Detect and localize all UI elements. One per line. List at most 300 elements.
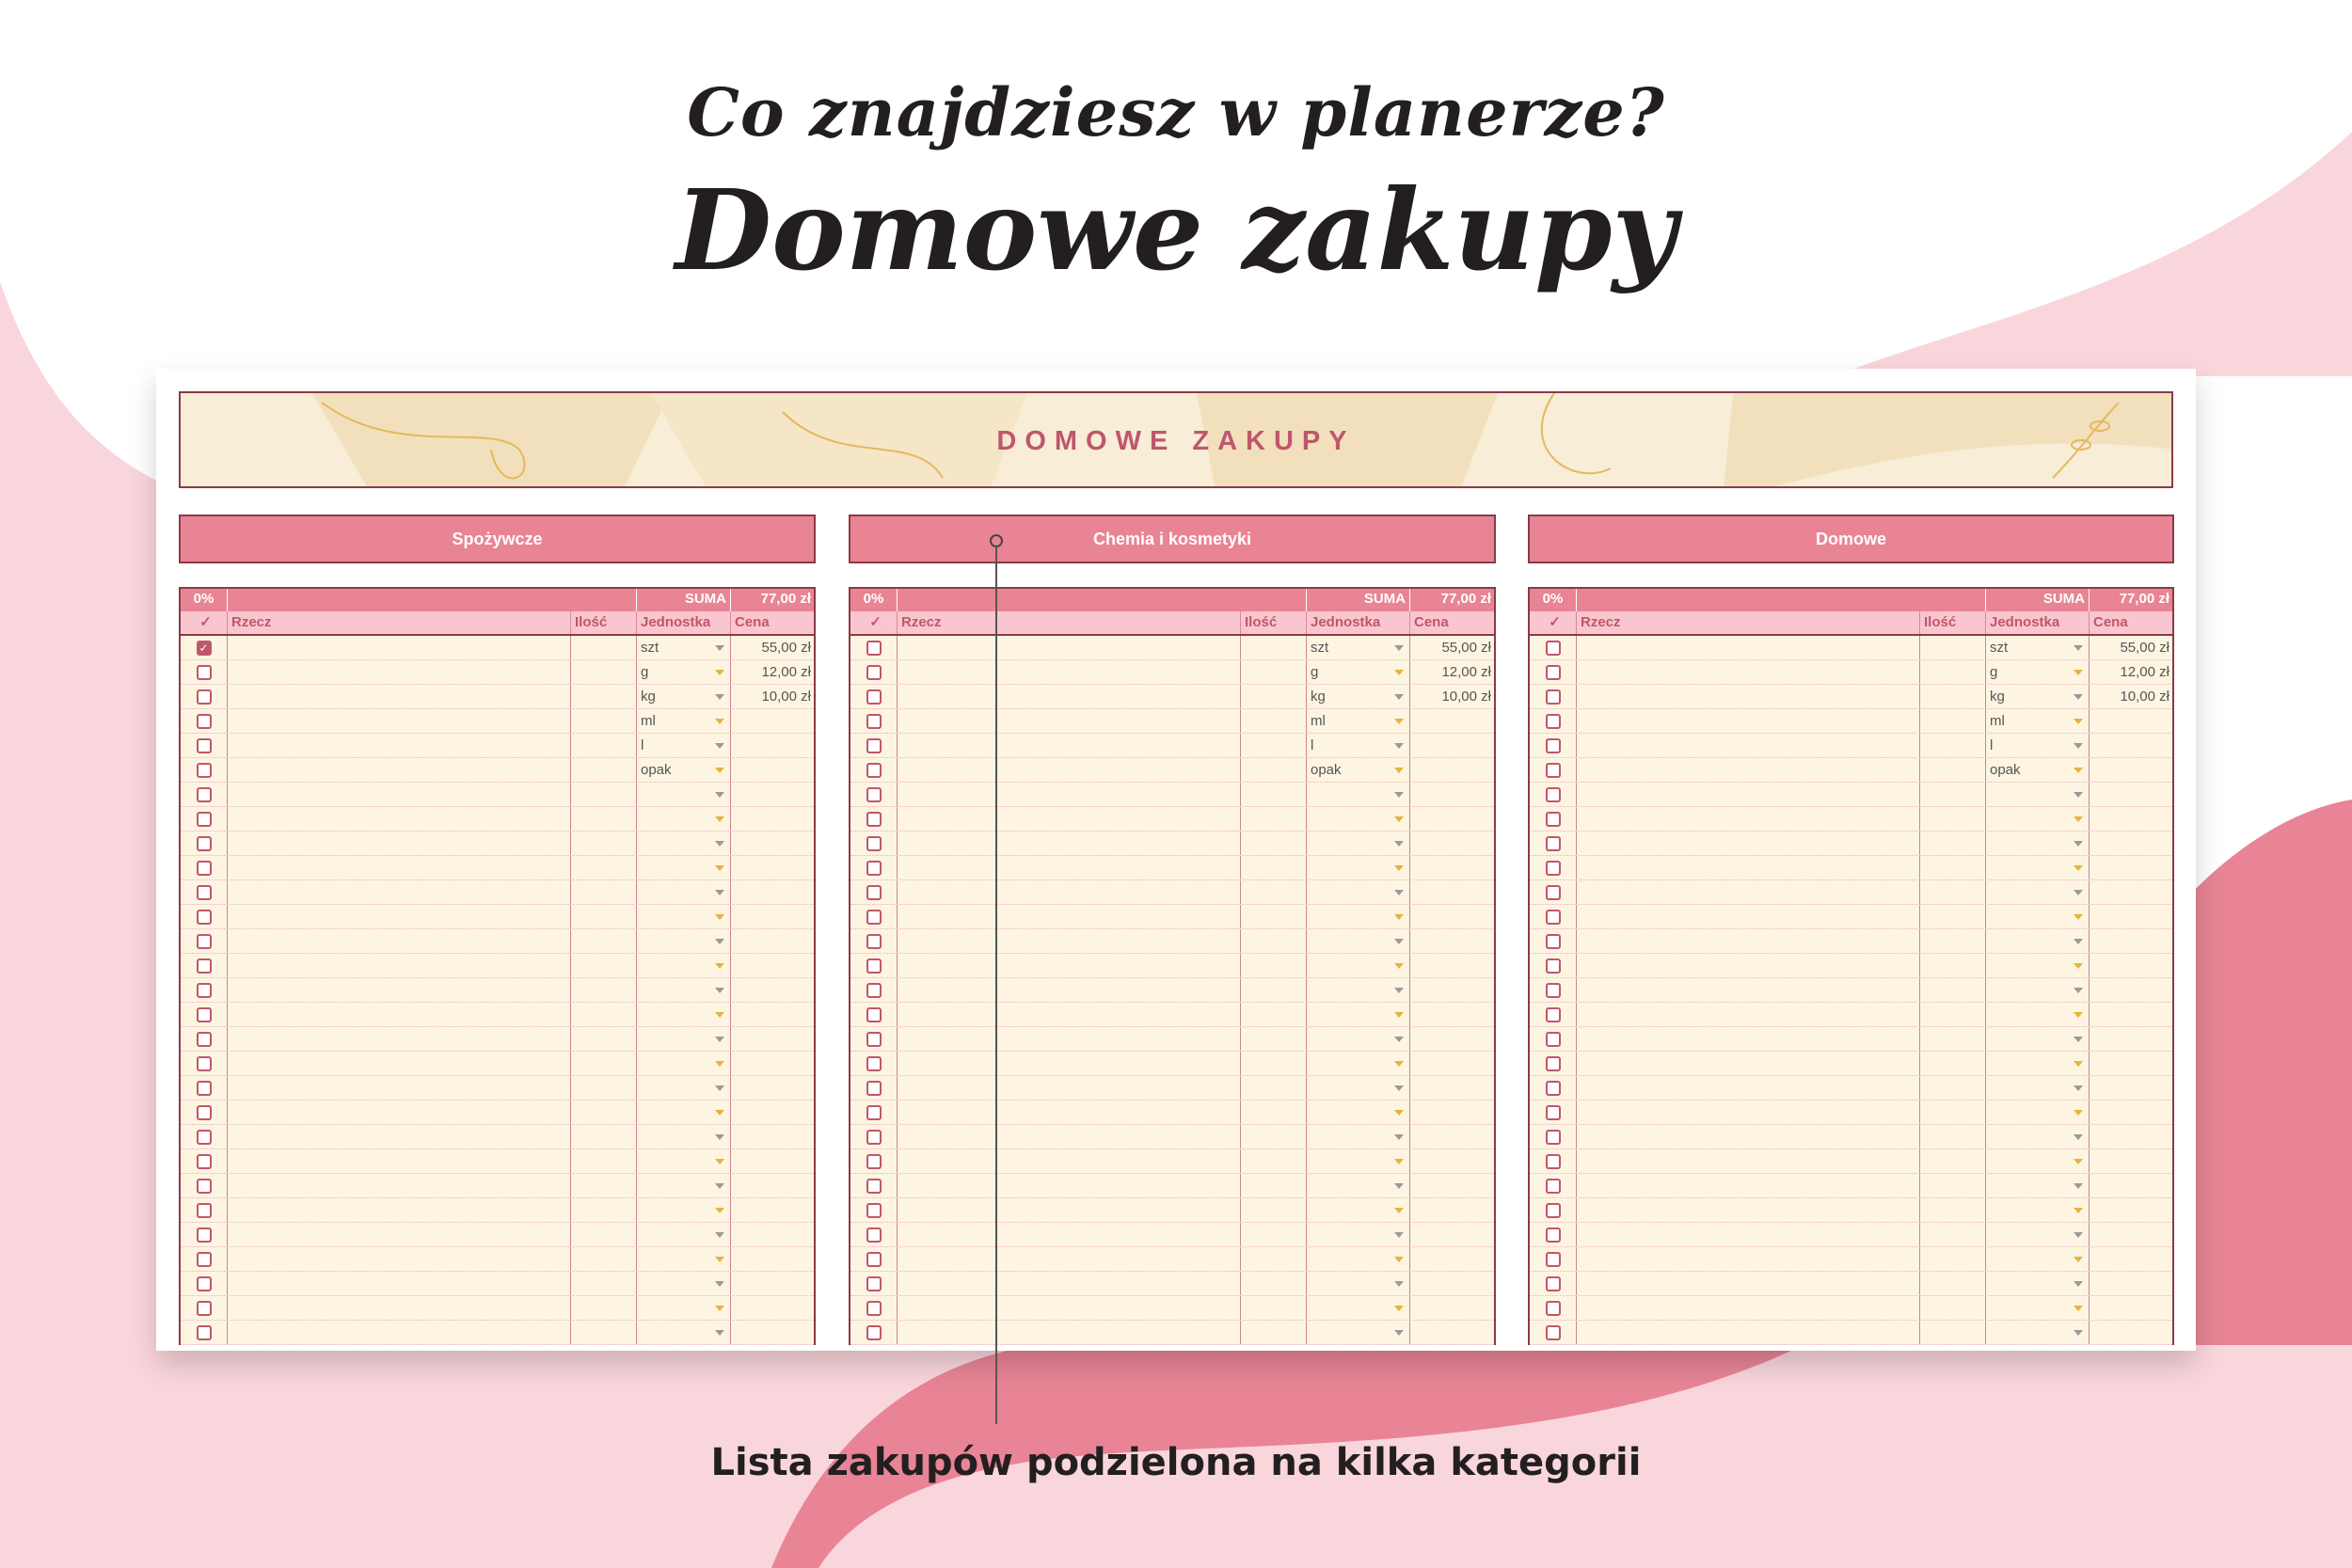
row-checkbox[interactable]: ✓ — [197, 641, 212, 656]
price-cell[interactable] — [2090, 1149, 2172, 1173]
price-cell[interactable] — [2090, 1296, 2172, 1320]
unit-dropdown[interactable] — [1307, 1223, 1410, 1246]
row-checkbox[interactable] — [866, 1105, 882, 1120]
qty-cell[interactable] — [1920, 709, 1986, 733]
row-checkbox[interactable] — [866, 861, 882, 876]
unit-dropdown[interactable] — [637, 832, 731, 855]
unit-dropdown[interactable] — [637, 709, 731, 733]
price-cell[interactable] — [2090, 807, 2172, 831]
item-cell[interactable] — [898, 734, 1241, 757]
unit-dropdown[interactable] — [1986, 832, 2090, 855]
row-checkbox[interactable] — [1546, 665, 1561, 680]
unit-dropdown[interactable] — [637, 1296, 731, 1320]
price-cell[interactable] — [1410, 1101, 1494, 1124]
row-checkbox[interactable] — [866, 1007, 882, 1022]
qty-cell[interactable] — [1241, 1198, 1307, 1222]
unit-dropdown[interactable] — [1986, 929, 2090, 953]
item-cell[interactable] — [898, 1296, 1241, 1320]
price-cell[interactable] — [1410, 1296, 1494, 1320]
item-cell[interactable] — [1577, 685, 1920, 708]
price-cell[interactable] — [731, 929, 814, 953]
price-cell[interactable] — [2090, 1076, 2172, 1100]
item-cell[interactable] — [898, 880, 1241, 904]
item-cell[interactable] — [228, 1101, 571, 1124]
item-cell[interactable] — [228, 734, 571, 757]
price-cell[interactable] — [1410, 1174, 1494, 1197]
row-checkbox[interactable] — [1546, 714, 1561, 729]
qty-cell[interactable] — [1241, 1003, 1307, 1026]
price-cell[interactable] — [731, 1223, 814, 1246]
price-cell[interactable] — [731, 978, 814, 1002]
row-checkbox[interactable] — [1546, 910, 1561, 925]
price-cell[interactable] — [731, 1247, 814, 1271]
qty-cell[interactable] — [571, 856, 637, 879]
item-cell[interactable] — [228, 758, 571, 782]
item-cell[interactable] — [1577, 1198, 1920, 1222]
unit-dropdown[interactable] — [1307, 1052, 1410, 1075]
qty-cell[interactable] — [571, 978, 637, 1002]
unit-dropdown[interactable] — [637, 856, 731, 879]
qty-cell[interactable] — [1920, 758, 1986, 782]
unit-dropdown[interactable] — [637, 1003, 731, 1026]
unit-dropdown[interactable] — [1307, 856, 1410, 879]
qty-cell[interactable] — [1920, 783, 1986, 806]
unit-dropdown[interactable] — [1307, 1272, 1410, 1295]
item-cell[interactable] — [1577, 1052, 1920, 1075]
price-cell[interactable] — [731, 1296, 814, 1320]
price-cell[interactable]: 12,00 zł — [761, 664, 811, 680]
row-checkbox[interactable] — [197, 1130, 212, 1145]
unit-dropdown[interactable] — [1986, 1052, 2090, 1075]
category-header[interactable]: Domowe — [1528, 515, 2174, 563]
unit-dropdown[interactable] — [637, 660, 731, 684]
unit-dropdown[interactable] — [1986, 734, 2090, 757]
row-checkbox[interactable] — [1546, 763, 1561, 778]
qty-cell[interactable] — [1241, 832, 1307, 855]
price-cell[interactable] — [1410, 929, 1494, 953]
price-cell[interactable] — [1410, 1027, 1494, 1051]
item-cell[interactable] — [898, 636, 1241, 659]
item-cell[interactable] — [228, 1125, 571, 1148]
row-checkbox[interactable] — [197, 1032, 212, 1047]
row-checkbox[interactable] — [866, 812, 882, 827]
price-cell[interactable] — [2090, 1125, 2172, 1148]
unit-dropdown[interactable] — [1307, 660, 1410, 684]
unit-dropdown[interactable] — [1986, 1101, 2090, 1124]
item-cell[interactable] — [1577, 1296, 1920, 1320]
price-cell[interactable] — [1410, 1076, 1494, 1100]
qty-cell[interactable] — [1920, 1101, 1986, 1124]
row-checkbox[interactable] — [1546, 1105, 1561, 1120]
unit-dropdown[interactable] — [1986, 1076, 2090, 1100]
row-checkbox[interactable] — [197, 1179, 212, 1194]
unit-dropdown[interactable] — [1307, 880, 1410, 904]
price-cell[interactable] — [731, 1125, 814, 1148]
item-cell[interactable] — [1577, 856, 1920, 879]
unit-dropdown[interactable] — [1307, 734, 1410, 757]
item-cell[interactable] — [1577, 636, 1920, 659]
row-checkbox[interactable] — [1546, 861, 1561, 876]
qty-cell[interactable] — [1920, 1027, 1986, 1051]
qty-cell[interactable] — [1920, 1174, 1986, 1197]
row-checkbox[interactable] — [197, 910, 212, 925]
item-cell[interactable] — [228, 1149, 571, 1173]
unit-dropdown[interactable] — [1986, 783, 2090, 806]
price-cell[interactable] — [2090, 1027, 2172, 1051]
unit-dropdown[interactable] — [1307, 905, 1410, 928]
price-cell[interactable] — [731, 1076, 814, 1100]
item-cell[interactable] — [228, 1272, 571, 1295]
unit-dropdown[interactable] — [1307, 807, 1410, 831]
unit-dropdown[interactable] — [1307, 1125, 1410, 1148]
price-cell[interactable] — [2090, 1003, 2172, 1026]
qty-cell[interactable] — [1241, 1223, 1307, 1246]
price-cell[interactable] — [2090, 929, 2172, 953]
row-checkbox[interactable] — [866, 1301, 882, 1316]
qty-cell[interactable] — [1241, 807, 1307, 831]
item-cell[interactable] — [1577, 1149, 1920, 1173]
unit-dropdown[interactable] — [637, 1101, 731, 1124]
row-checkbox[interactable] — [197, 714, 212, 729]
unit-dropdown[interactable] — [637, 1247, 731, 1271]
qty-cell[interactable] — [1241, 1027, 1307, 1051]
price-cell[interactable] — [1410, 905, 1494, 928]
price-cell[interactable] — [2090, 1174, 2172, 1197]
price-cell[interactable] — [2090, 905, 2172, 928]
row-checkbox[interactable] — [866, 1276, 882, 1291]
item-cell[interactable] — [898, 1052, 1241, 1075]
item-cell[interactable] — [228, 1052, 571, 1075]
price-cell[interactable] — [1410, 783, 1494, 806]
item-cell[interactable] — [228, 1198, 571, 1222]
row-checkbox[interactable] — [197, 689, 212, 705]
unit-dropdown[interactable] — [637, 1149, 731, 1173]
row-checkbox[interactable] — [1546, 1325, 1561, 1340]
price-cell[interactable] — [731, 1272, 814, 1295]
row-checkbox[interactable] — [197, 665, 212, 680]
price-cell[interactable]: 55,00 zł — [2120, 640, 2169, 656]
qty-cell[interactable] — [571, 1174, 637, 1197]
category-header[interactable]: Spożywcze — [179, 515, 816, 563]
item-cell[interactable] — [1577, 880, 1920, 904]
item-cell[interactable] — [898, 1272, 1241, 1295]
item-cell[interactable] — [228, 880, 571, 904]
price-cell[interactable] — [731, 783, 814, 806]
row-checkbox[interactable] — [197, 1007, 212, 1022]
price-cell[interactable]: 12,00 zł — [1441, 664, 1491, 680]
unit-dropdown[interactable] — [1986, 1247, 2090, 1271]
unit-dropdown[interactable] — [637, 1198, 731, 1222]
qty-cell[interactable] — [571, 1003, 637, 1026]
item-cell[interactable] — [1577, 929, 1920, 953]
qty-cell[interactable] — [571, 905, 637, 928]
unit-dropdown[interactable] — [637, 954, 731, 977]
item-cell[interactable] — [898, 1076, 1241, 1100]
item-cell[interactable] — [1577, 905, 1920, 928]
item-cell[interactable] — [228, 660, 571, 684]
item-cell[interactable] — [898, 783, 1241, 806]
item-cell[interactable] — [228, 832, 571, 855]
price-cell[interactable] — [1410, 1272, 1494, 1295]
item-cell[interactable] — [228, 1003, 571, 1026]
price-cell[interactable] — [2090, 783, 2172, 806]
qty-cell[interactable] — [1920, 636, 1986, 659]
qty-cell[interactable] — [571, 660, 637, 684]
qty-cell[interactable] — [1241, 758, 1307, 782]
item-cell[interactable] — [228, 783, 571, 806]
item-cell[interactable] — [228, 636, 571, 659]
item-cell[interactable] — [898, 905, 1241, 928]
row-checkbox[interactable] — [866, 1081, 882, 1096]
unit-dropdown[interactable] — [1986, 978, 2090, 1002]
row-checkbox[interactable] — [1546, 1007, 1561, 1022]
item-cell[interactable] — [228, 856, 571, 879]
row-checkbox[interactable] — [197, 983, 212, 998]
row-checkbox[interactable] — [1546, 641, 1561, 656]
row-checkbox[interactable] — [1546, 1227, 1561, 1243]
qty-cell[interactable] — [1920, 1321, 1986, 1344]
item-cell[interactable] — [1577, 1101, 1920, 1124]
qty-cell[interactable] — [1241, 636, 1307, 659]
item-cell[interactable] — [898, 1003, 1241, 1026]
qty-cell[interactable] — [571, 636, 637, 659]
item-cell[interactable] — [898, 929, 1241, 953]
row-checkbox[interactable] — [1546, 812, 1561, 827]
qty-cell[interactable] — [571, 1198, 637, 1222]
qty-cell[interactable] — [571, 1027, 637, 1051]
row-checkbox[interactable] — [866, 1227, 882, 1243]
unit-dropdown[interactable] — [1307, 636, 1410, 659]
unit-dropdown[interactable] — [1307, 758, 1410, 782]
row-checkbox[interactable] — [1546, 1179, 1561, 1194]
price-cell[interactable] — [731, 954, 814, 977]
item-cell[interactable] — [228, 1247, 571, 1271]
qty-cell[interactable] — [571, 685, 637, 708]
item-cell[interactable] — [228, 1174, 571, 1197]
qty-cell[interactable] — [1241, 685, 1307, 708]
qty-cell[interactable] — [571, 1052, 637, 1075]
qty-cell[interactable] — [571, 758, 637, 782]
unit-dropdown[interactable] — [1986, 1027, 2090, 1051]
item-cell[interactable] — [898, 978, 1241, 1002]
qty-cell[interactable] — [1920, 905, 1986, 928]
price-cell[interactable] — [731, 1101, 814, 1124]
item-cell[interactable] — [228, 905, 571, 928]
row-checkbox[interactable] — [197, 787, 212, 802]
unit-dropdown[interactable] — [1986, 1272, 2090, 1295]
row-checkbox[interactable] — [866, 885, 882, 900]
unit-dropdown[interactable] — [1307, 954, 1410, 977]
qty-cell[interactable] — [1920, 1272, 1986, 1295]
row-checkbox[interactable] — [866, 836, 882, 851]
qty-cell[interactable] — [1920, 1149, 1986, 1173]
item-cell[interactable] — [228, 1076, 571, 1100]
unit-dropdown[interactable] — [1307, 1076, 1410, 1100]
qty-cell[interactable] — [1920, 929, 1986, 953]
item-cell[interactable] — [1577, 783, 1920, 806]
item-cell[interactable] — [1577, 978, 1920, 1002]
price-cell[interactable] — [2090, 734, 2172, 757]
qty-cell[interactable] — [1241, 1321, 1307, 1344]
qty-cell[interactable] — [1241, 783, 1307, 806]
unit-dropdown[interactable] — [1986, 1223, 2090, 1246]
qty-cell[interactable] — [571, 1149, 637, 1173]
unit-dropdown[interactable] — [1307, 1198, 1410, 1222]
price-cell[interactable] — [731, 856, 814, 879]
row-checkbox[interactable] — [1546, 689, 1561, 705]
item-cell[interactable] — [898, 1223, 1241, 1246]
row-checkbox[interactable] — [1546, 1252, 1561, 1267]
price-cell[interactable] — [1410, 880, 1494, 904]
price-cell[interactable] — [731, 1027, 814, 1051]
row-checkbox[interactable] — [866, 1154, 882, 1169]
row-checkbox[interactable] — [197, 1325, 212, 1340]
price-cell[interactable] — [1410, 1223, 1494, 1246]
unit-dropdown[interactable] — [1986, 1125, 2090, 1148]
qty-cell[interactable] — [571, 1076, 637, 1100]
qty-cell[interactable] — [1920, 734, 1986, 757]
row-checkbox[interactable] — [1546, 1056, 1561, 1071]
unit-dropdown[interactable] — [637, 1223, 731, 1246]
qty-cell[interactable] — [571, 1272, 637, 1295]
price-cell[interactable] — [1410, 758, 1494, 782]
item-cell[interactable] — [1577, 660, 1920, 684]
row-checkbox[interactable] — [866, 1130, 882, 1145]
price-cell[interactable] — [2090, 1198, 2172, 1222]
item-cell[interactable] — [1577, 758, 1920, 782]
row-checkbox[interactable] — [197, 1276, 212, 1291]
row-checkbox[interactable] — [866, 1056, 882, 1071]
unit-dropdown[interactable] — [1307, 1027, 1410, 1051]
row-checkbox[interactable] — [866, 934, 882, 949]
qty-cell[interactable] — [1241, 1272, 1307, 1295]
unit-dropdown[interactable] — [1307, 709, 1410, 733]
price-cell[interactable] — [731, 1052, 814, 1075]
item-cell[interactable] — [228, 1321, 571, 1344]
qty-cell[interactable] — [1241, 880, 1307, 904]
qty-cell[interactable] — [1241, 856, 1307, 879]
row-checkbox[interactable] — [866, 665, 882, 680]
unit-dropdown[interactable] — [1986, 856, 2090, 879]
unit-dropdown[interactable] — [1986, 1321, 2090, 1344]
unit-dropdown[interactable] — [637, 807, 731, 831]
unit-dropdown[interactable] — [637, 1076, 731, 1100]
price-cell[interactable] — [2090, 880, 2172, 904]
row-checkbox[interactable] — [1546, 1154, 1561, 1169]
qty-cell[interactable] — [1920, 832, 1986, 855]
price-cell[interactable] — [2090, 832, 2172, 855]
price-cell[interactable] — [1410, 1003, 1494, 1026]
row-checkbox[interactable] — [197, 1301, 212, 1316]
item-cell[interactable] — [1577, 1247, 1920, 1271]
unit-dropdown[interactable] — [637, 685, 731, 708]
price-cell[interactable]: 10,00 zł — [2120, 689, 2169, 705]
price-cell[interactable] — [731, 709, 814, 733]
row-checkbox[interactable] — [1546, 1203, 1561, 1218]
item-cell[interactable] — [898, 807, 1241, 831]
unit-dropdown[interactable] — [1986, 905, 2090, 928]
row-checkbox[interactable] — [1546, 958, 1561, 974]
qty-cell[interactable] — [1241, 905, 1307, 928]
unit-dropdown[interactable] — [1986, 1174, 2090, 1197]
unit-dropdown[interactable] — [1986, 1296, 2090, 1320]
row-checkbox[interactable] — [866, 763, 882, 778]
price-cell[interactable] — [2090, 758, 2172, 782]
price-cell[interactable]: 55,00 zł — [761, 640, 811, 656]
item-cell[interactable] — [1577, 1223, 1920, 1246]
unit-dropdown[interactable] — [1986, 758, 2090, 782]
row-checkbox[interactable] — [197, 885, 212, 900]
qty-cell[interactable] — [571, 709, 637, 733]
unit-dropdown[interactable] — [637, 783, 731, 806]
item-cell[interactable] — [1577, 1174, 1920, 1197]
row-checkbox[interactable] — [866, 1203, 882, 1218]
qty-cell[interactable] — [571, 1247, 637, 1271]
qty-cell[interactable] — [1241, 1101, 1307, 1124]
qty-cell[interactable] — [1920, 1223, 1986, 1246]
qty-cell[interactable] — [571, 954, 637, 977]
price-cell[interactable]: 10,00 zł — [761, 689, 811, 705]
unit-dropdown[interactable] — [1307, 929, 1410, 953]
unit-dropdown[interactable] — [1986, 1003, 2090, 1026]
qty-cell[interactable] — [571, 1101, 637, 1124]
item-cell[interactable] — [898, 1101, 1241, 1124]
unit-dropdown[interactable] — [1986, 1198, 2090, 1222]
unit-dropdown[interactable] — [1986, 660, 2090, 684]
item-cell[interactable] — [898, 758, 1241, 782]
item-cell[interactable] — [228, 1296, 571, 1320]
row-checkbox[interactable] — [1546, 836, 1561, 851]
unit-dropdown[interactable] — [637, 1125, 731, 1148]
qty-cell[interactable] — [1241, 709, 1307, 733]
row-checkbox[interactable] — [197, 1252, 212, 1267]
row-checkbox[interactable] — [1546, 1130, 1561, 1145]
price-cell[interactable] — [731, 1003, 814, 1026]
row-checkbox[interactable] — [197, 836, 212, 851]
price-cell[interactable] — [1410, 709, 1494, 733]
row-checkbox[interactable] — [866, 1252, 882, 1267]
row-checkbox[interactable] — [197, 738, 212, 753]
price-cell[interactable] — [1410, 832, 1494, 855]
qty-cell[interactable] — [1241, 954, 1307, 977]
item-cell[interactable] — [1577, 1027, 1920, 1051]
price-cell[interactable] — [1410, 1125, 1494, 1148]
price-cell[interactable] — [2090, 856, 2172, 879]
price-cell[interactable] — [731, 832, 814, 855]
price-cell[interactable] — [731, 880, 814, 904]
qty-cell[interactable] — [1920, 1052, 1986, 1075]
unit-dropdown[interactable] — [1307, 1101, 1410, 1124]
item-cell[interactable] — [898, 660, 1241, 684]
unit-dropdown[interactable] — [1986, 1149, 2090, 1173]
row-checkbox[interactable] — [866, 641, 882, 656]
row-checkbox[interactable] — [197, 812, 212, 827]
qty-cell[interactable] — [1241, 1125, 1307, 1148]
item-cell[interactable] — [898, 709, 1241, 733]
row-checkbox[interactable] — [197, 1105, 212, 1120]
price-cell[interactable] — [1410, 1247, 1494, 1271]
unit-dropdown[interactable] — [1307, 783, 1410, 806]
unit-dropdown[interactable] — [1307, 978, 1410, 1002]
unit-dropdown[interactable] — [1307, 685, 1410, 708]
row-checkbox[interactable] — [866, 1032, 882, 1047]
item-cell[interactable] — [1577, 1076, 1920, 1100]
qty-cell[interactable] — [1241, 660, 1307, 684]
unit-dropdown[interactable] — [637, 1321, 731, 1344]
unit-dropdown[interactable] — [1986, 880, 2090, 904]
unit-dropdown[interactable] — [637, 1174, 731, 1197]
item-cell[interactable] — [898, 1125, 1241, 1148]
